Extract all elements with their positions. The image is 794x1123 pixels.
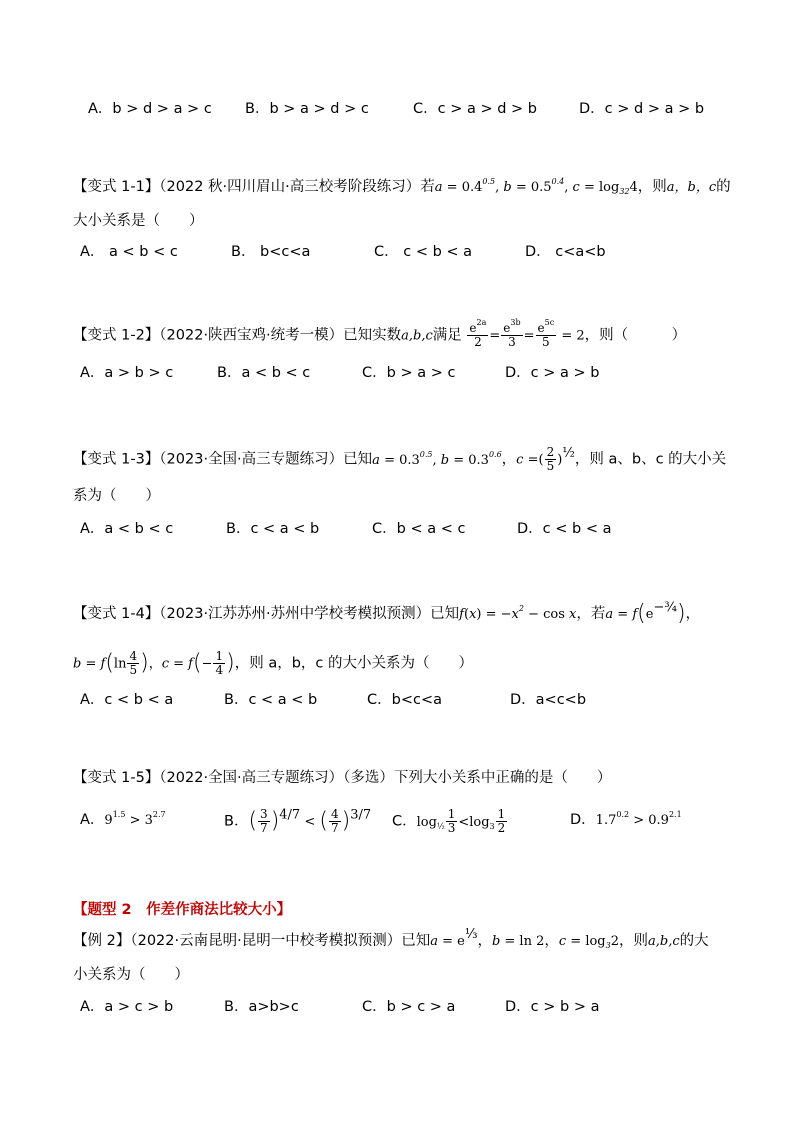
q0-option-c: C．c > a > d > b bbox=[413, 101, 537, 117]
q4-option-a: A．c < b < a bbox=[80, 692, 174, 708]
q4-func: $f(x) = -x^2 - \cos x$ bbox=[459, 604, 577, 622]
ex2-option-a: A．a > c > b bbox=[80, 999, 174, 1015]
q1-line1: 【变式 1-1】（2022 秋·四川眉山·高三校考阶段练习）若$a = 0.4^{0.5}$, $b = 0.5^{0.4}$, $c = \log_{32}4$，则a，b，c的 bbox=[73, 177, 731, 196]
q1-line2: 大小关系是（ ） bbox=[73, 213, 204, 229]
q3-option-d: D．c < b < a bbox=[517, 521, 612, 537]
q1-source: （2022 秋·四川眉山·高三校考阶段练习）若 bbox=[159, 179, 435, 195]
q4-c: c = f bbox=[161, 656, 193, 672]
q3-formula: $a = 0.3^{0.5}$, $b = 0.3^{0.6}$ bbox=[372, 449, 502, 468]
q1-tag: 【变式 1-1】 bbox=[73, 179, 160, 195]
q5-line1 bbox=[73, 766, 611, 790]
q4-line1: 【变式 1-4】（2023·江苏苏州·苏州中学校考模拟预测）已知$f(x) = -x^2 - \cos x$，若$a = f(e^{-\frac{3}{4}})$， bbox=[73, 600, 701, 626]
q4-tag: 【变式 1-4】 bbox=[73, 606, 160, 622]
q3-option-c: C．b < a < c bbox=[372, 521, 466, 537]
q5-option-c: C．$\log_{\frac{1}{2}}$ $\frac{1}{3}$ $<\log_3$ $\frac{1}{2}$ bbox=[392, 807, 506, 835]
q1-option-a: A． a < b < c bbox=[80, 244, 178, 260]
ex2-b: b = ln 2 bbox=[491, 934, 545, 949]
q3-option-a: A．a < b < c bbox=[80, 521, 174, 537]
ex2-tag: 【例 2】 bbox=[73, 933, 131, 949]
q4-option-d: D．a<c<b bbox=[510, 692, 587, 708]
q4-options bbox=[0, 688, 794, 712]
q1-vars: a，b，c bbox=[666, 180, 717, 195]
section-title: 【题型 2 作差作商法比较大小】 bbox=[73, 902, 292, 918]
q3-tag: 【变式 1-3】 bbox=[73, 451, 160, 468]
q5-option-a: A．$9^{1.5} > 3^{2.7}$ bbox=[80, 810, 166, 828]
q1-option-c: C． c < b < a bbox=[374, 244, 473, 260]
q4-option-b: B．c < a < b bbox=[224, 692, 318, 708]
q5-option-b: B．( $\frac{3}{7}$ )$^{4/7}$ < ( $\frac{4}{7}$ )$^{3/7}$ bbox=[224, 807, 372, 835]
q5-tag: 【变式 1-5】 bbox=[73, 770, 160, 786]
q5-option-d: D．$1.7^{0.2} > 0.9^{2.1}$ bbox=[570, 810, 682, 828]
q2-line1: 【变式 1-2】（2022·陕西宝鸡·统考一模）已知实数a,b,c满足 $\frac{e^{2a}}{2}$ = $\frac{e^{3b}}{3}$ = $\frac{e^{5c}}{5}$ = 2，则（ ） bbox=[73, 318, 687, 349]
ex2-option-b: B．a>b>c bbox=[224, 999, 299, 1015]
q4-b: b = f bbox=[73, 656, 106, 672]
q2-frac-a: $\frac{e^{2a}}{2}$ bbox=[469, 318, 487, 349]
ex2-source: （2022·云南昆明·昆明一中校考模拟预测）已知 bbox=[130, 933, 431, 949]
q1-option-d: D． c<a<b bbox=[525, 244, 606, 260]
q4-a: a = f bbox=[605, 607, 638, 622]
q5-source: （2022·全国·高三专题练习）（多选）下列大小关系中正确的是（ ） bbox=[159, 770, 612, 786]
q2-option-a: A．a > b > c bbox=[80, 365, 174, 381]
q1-option-b: B． b<c<a bbox=[231, 244, 311, 260]
q2-options bbox=[0, 361, 794, 385]
q3-line1: 【变式 1-3】（2023·全国·高三专题练习）已知$a = 0.3^{0.5}$, $b = 0.3^{0.6}$，c =( $\frac{2}{5}$ )$^{\frac{1}{2}}$，则 a、b、c 的大小关 bbox=[73, 445, 727, 473]
q0-option-d: D．c > d > a > b bbox=[579, 101, 705, 117]
q0-option-a: A．b > d > a > c bbox=[88, 101, 212, 117]
q2-tag: 【变式 1-2】 bbox=[73, 327, 160, 344]
q3-line2: 系为（ ） bbox=[73, 488, 160, 504]
ex2-option-c: C．b > c > a bbox=[362, 999, 456, 1015]
q5-options bbox=[0, 807, 794, 835]
q0-option-b: B．b > a > d > c bbox=[245, 101, 369, 117]
q3-source: （2023·全国·高三专题练习）已知 bbox=[159, 451, 373, 468]
q3-option-b: B．c < a < b bbox=[226, 521, 320, 537]
ex2-option-d: D．c > b > a bbox=[505, 999, 600, 1015]
ex2-a: $a = e^{\frac{1}{3}}$ bbox=[430, 927, 478, 949]
q3-frac: $\frac{2}{5}$ bbox=[546, 445, 555, 473]
ex2-c: $c = \log_32$ bbox=[558, 934, 620, 950]
q2-option-c: C．b > a > c bbox=[362, 365, 456, 381]
q1-options bbox=[0, 240, 794, 264]
ex2-options bbox=[0, 995, 794, 1019]
q2-frac-c: $\frac{e^{5c}}{5}$ bbox=[537, 318, 555, 349]
q4-source: （2023·江苏苏州·苏州中学校考模拟预测）已知 bbox=[159, 606, 460, 622]
ex2-line1: 【例 2】（2022·云南昆明·昆明一中校考模拟预测）已知$a = e^{\frac{1}{3}}$，b = ln 2，$c = \log_32$，则a,b,c的大 bbox=[73, 927, 709, 950]
ex2-line2: 小关系为（ ） bbox=[73, 967, 189, 983]
q1-formula: $a = 0.4^{0.5}$, $b = 0.5^{0.4}$, $c = \log_{32}4$ bbox=[434, 177, 638, 196]
q4-line2: b = f(ln $\frac{4}{5}$ )，c = f(− $\frac{1}{4}$ )，则 a，b，c 的大小关系为（ ） bbox=[73, 649, 473, 677]
q4-option-c: C．b<c<a bbox=[367, 692, 442, 708]
q0-options bbox=[0, 97, 794, 121]
q2-source: （2022·陕西宝鸡·统考一模）已知实数 bbox=[159, 327, 402, 344]
q2-option-b: B．a < b < c bbox=[217, 365, 311, 381]
q2-option-d: D．c > a > b bbox=[505, 365, 600, 381]
q2-frac-b: $\frac{e^{3b}}{3}$ bbox=[503, 318, 521, 349]
q3-options bbox=[0, 517, 794, 541]
